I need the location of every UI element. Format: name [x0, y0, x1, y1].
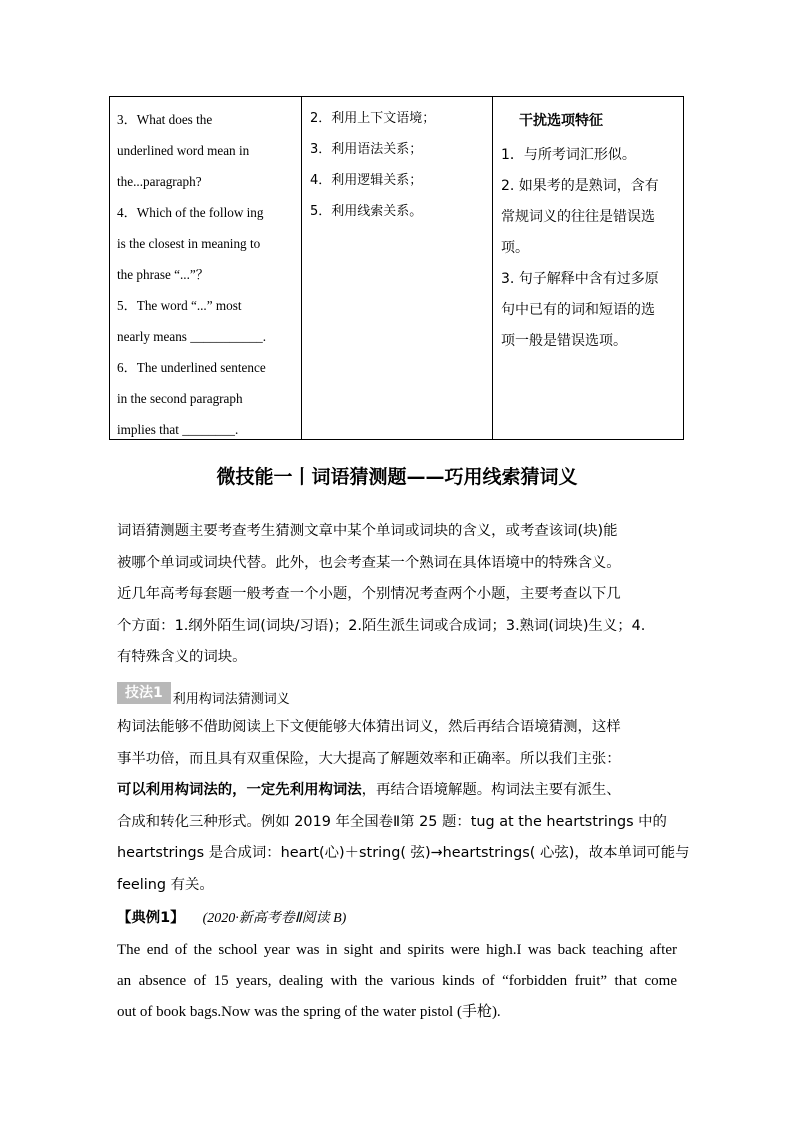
table-line: nearly means ___________.	[117, 329, 267, 344]
table-line: 4．利用逻辑关系；	[310, 173, 423, 188]
table-line: 项一般是错误选项。	[501, 333, 627, 349]
table-line: 4．Which of the follow ing	[117, 205, 264, 220]
strategies-column	[302, 97, 493, 439]
paragraph-line: 被哪个单词或词块代替。此外，也会考查某一个熟词在具体语境中的特殊含义。	[117, 554, 621, 571]
table-line: 6．The underlined sentence	[117, 360, 266, 375]
question-forms-column	[110, 97, 302, 439]
passage-line: The end of the school year was in sight and spirits were high.I was back teaching after	[117, 942, 677, 958]
table-line: is the closest in meaning to	[117, 236, 261, 251]
example-label: 【典例1】	[117, 910, 185, 926]
paragraph-line: heartstrings 是合成词：heart(心)＋string( 弦)→heartstrings( 心弦)，故本单词可能与	[117, 845, 690, 861]
table-line: implies that ________.	[117, 422, 239, 437]
section-heading: 微技能一丨词语猜测题——巧用线索猜词义	[216, 466, 578, 488]
example-source: (2020·新高考卷Ⅱ阅读 B)	[202, 911, 347, 926]
table-line: 项。	[501, 240, 529, 256]
paragraph-line: 词语猜测题主要考查考生猜测文章中某个单词或词块的含义，或考查该词(块)能	[117, 523, 618, 539]
technique-title: 利用构词法猜测词义	[172, 692, 290, 707]
table-line: 2．利用上下文语境；	[310, 111, 436, 126]
technique-label	[117, 682, 290, 707]
paragraph-line: 个方面：1.纲外陌生词(词块/习语)；2.陌生派生词或合成词；3.熟词(词块)生义；4.	[117, 617, 646, 634]
table-line: 5．利用线索关系。	[310, 204, 423, 219]
emphasis-text: 可以利用构词法的，一定先利用构词法	[117, 782, 362, 798]
paragraph-line: 合成和转化三种形式。例如 2019 年全国卷Ⅱ第 25 题：tug at the heartstrings 中的	[117, 813, 667, 830]
table-line: 1．与所考词汇形似。	[501, 147, 636, 163]
table-line: 常规词义的往往是错误选	[501, 209, 655, 225]
summary-table	[109, 96, 684, 440]
table-line: 5．The word “...” most	[117, 298, 242, 313]
table-line: 2. 如果考的是熟词，含有	[501, 178, 659, 194]
table-line: the phrase “...”？	[117, 267, 209, 282]
table-line: 3．利用语法关系；	[310, 142, 423, 157]
passage-line: an absence of 15 years, dealing with the various kinds of “forbidden fruit” that come	[117, 973, 677, 989]
table-line: 句中已有的词和短语的选	[501, 302, 655, 318]
table-line: the...paragraph?	[117, 174, 202, 189]
intro-paragraph	[117, 516, 679, 674]
paragraph-line	[117, 775, 679, 807]
paragraph-line: 事半功倍，而且具有双重保险，大大提高了解题效率和正确率。所以我们主张：	[117, 750, 621, 767]
distractor-features-column	[493, 97, 683, 439]
example-header	[117, 906, 346, 927]
table-line: 3．What does the	[117, 112, 213, 127]
technique-badge: 技法1	[117, 682, 171, 704]
passage-line: out of book bags.Now was the spring of the water pistol (手枪).	[117, 1004, 501, 1020]
reading-passage	[117, 935, 677, 1028]
paragraph-line: 有特殊含义的词块。	[117, 649, 247, 665]
paragraph-line: feeling 有关。	[117, 876, 214, 893]
paragraph-text: ，再结合语境解题。构词法主要有派生、	[361, 782, 621, 798]
table-line: in the second paragraph	[117, 391, 243, 406]
technique-paragraph	[117, 712, 690, 901]
table-line: 3. 句子解释中含有过多原	[501, 271, 659, 287]
paragraph-line: 近几年高考每套题一般考查一个小题，个别情况考查两个小题，主要考查以下几	[117, 586, 621, 602]
column-title: 干扰选项特征	[519, 113, 603, 129]
table-line: underlined word mean in	[117, 143, 250, 158]
paragraph-line: 构词法能够不借助阅读上下文便能够大体猜出词义，然后再结合语境猜测，这样	[117, 719, 621, 735]
